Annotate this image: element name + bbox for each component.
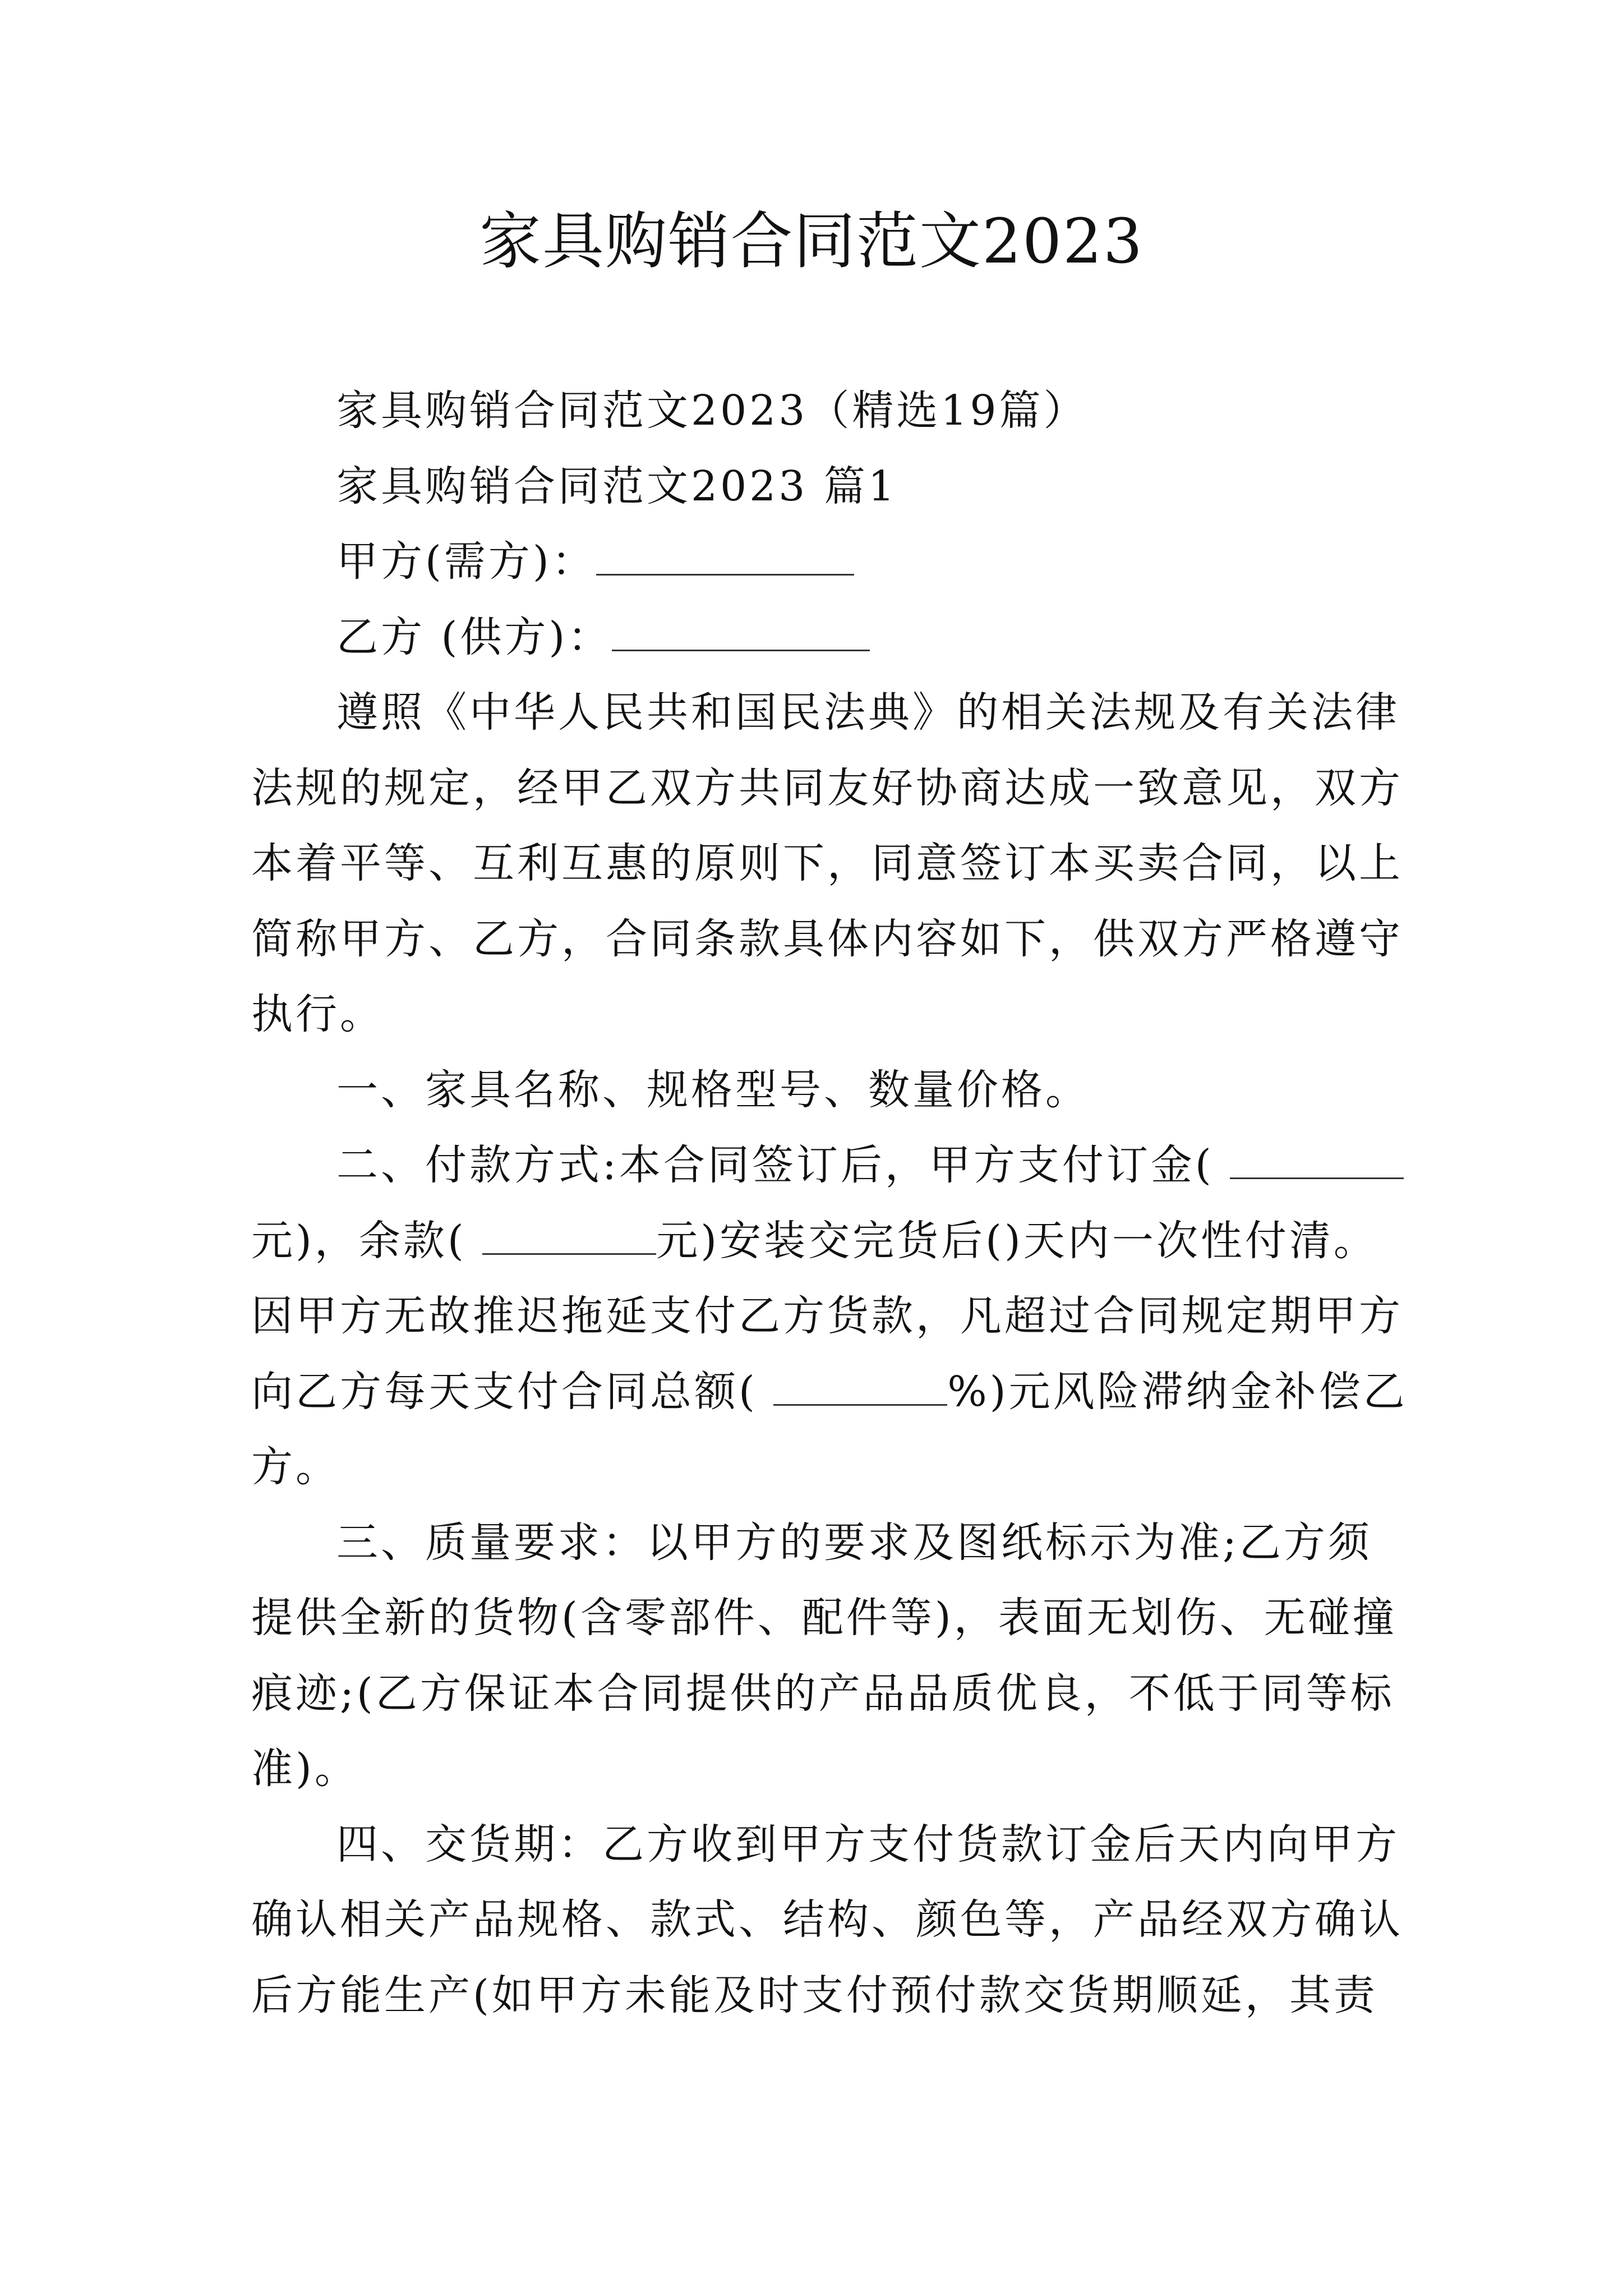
deposit-blank — [1230, 1145, 1404, 1179]
subtitle-line — [251, 373, 1378, 449]
penalty-blank — [773, 1372, 947, 1406]
line-text: 后方能生产(如甲方未能及时支付预付款交货期顺延，其责 — [251, 1971, 1378, 2019]
clause-3-line — [251, 1731, 1378, 1807]
line-text: 提供全新的货物(含零部件、配件等)，表面无划伤、无碰撞 — [251, 1594, 1397, 1642]
party-a-line — [251, 524, 1378, 600]
balance-blank — [482, 1221, 656, 1255]
clause-4-line — [251, 1882, 1403, 1958]
document-title: 家具购销合同范文2023 — [479, 205, 1144, 277]
clause-3-line — [251, 1656, 1395, 1732]
clause-4-line — [251, 1807, 1400, 1883]
line-text: 二、付款方式:本合同签订后，甲方支付订金( — [336, 1141, 1230, 1189]
clause-2-line — [251, 1429, 1378, 1505]
line-text: 元)，余款( — [251, 1216, 483, 1265]
party-a-blank — [596, 541, 854, 576]
line-text: 法规的规定，经甲乙双方共同友好协商达成一致意见，双方 — [251, 763, 1403, 812]
line-text: 向乙方每天支付合同总额( — [251, 1367, 774, 1416]
clause-1-line — [251, 1052, 1378, 1128]
clause-4-line — [251, 1958, 1378, 2033]
document-body — [251, 373, 1408, 2033]
line-text: 本着平等、互利互惠的原则下，同意签订本买卖合同，以上 — [251, 839, 1403, 887]
line-text: 四、交货期：乙方收到甲方支付货款订金后天内向甲方 — [336, 1820, 1400, 1869]
line-text: 乙方 (供方)： — [336, 613, 612, 661]
line-text: 甲方(需方)： — [336, 537, 596, 586]
line-text: 痕迹;(乙方保证本合同提供的产品品质优良，不低于同等标 — [251, 1669, 1395, 1718]
paragraph-line — [251, 977, 1378, 1052]
line-text: 一、家具名称、规格型号、数量价格。 — [336, 1065, 1090, 1114]
line-text: 方。 — [251, 1443, 340, 1491]
paragraph-line — [251, 675, 1400, 751]
line-text: 遵照《中华人民共和国民法典》的相关法规及有关法律 — [336, 688, 1400, 737]
line-text: 简称甲方、乙方，合同条款具体内容如下，供双方严格遵守 — [251, 914, 1403, 963]
paragraph-line — [251, 901, 1403, 977]
clause-2-line — [251, 1278, 1403, 1354]
line-text: 家具购销合同范文2023 篇1 — [336, 462, 897, 510]
line-text: 三、质量要求：以甲方的要求及图纸标示为准;乙方须 — [336, 1518, 1372, 1567]
line-text: 家具购销合同范文2023（精选19篇） — [336, 386, 1088, 435]
section-heading — [251, 449, 1378, 524]
line-text-after: %)元风险滞纳金补偿乙 — [947, 1367, 1408, 1416]
line-text: 执行。 — [251, 990, 384, 1038]
party-b-line — [251, 600, 1378, 675]
clause-2-line — [251, 1354, 1408, 1430]
clause-3-line — [251, 1505, 1378, 1581]
line-text: 确认相关产品规格、款式、结构、颜色等，产品经双方确认 — [251, 1895, 1403, 1944]
paragraph-line — [251, 751, 1403, 826]
clause-2-line — [251, 1128, 1378, 1203]
line-text: 准)。 — [251, 1745, 359, 1793]
clause-2-line — [251, 1203, 1378, 1279]
paragraph-line — [251, 826, 1403, 901]
line-text-after: 元)安装交完货后()天内一次性付清。 — [656, 1216, 1378, 1265]
line-text: 因甲方无故推迟拖延支付乙方货款，凡超过合同规定期甲方 — [251, 1292, 1403, 1340]
party-b-blank — [612, 617, 870, 651]
clause-3-line — [251, 1580, 1397, 1656]
